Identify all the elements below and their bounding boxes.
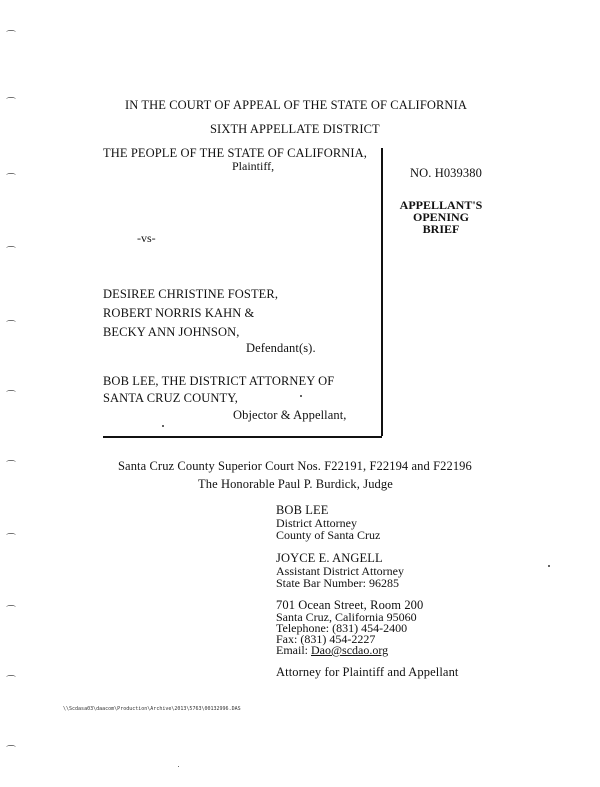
court-title: IN THE COURT OF APPEAL OF THE STATE OF CALIFORNIA	[125, 98, 467, 112]
hole-mark: ⌒	[6, 31, 16, 42]
brief-title-line: APPELLANT'S	[399, 198, 483, 212]
plaintiff-role: Plaintiff,	[232, 159, 275, 173]
district-name: SIXTH APPELLATE DISTRICT	[210, 122, 380, 136]
speck	[162, 425, 164, 427]
file-path: \\Scdasa03\daacom\Production\Archive\2013\5763\00132996.DAS	[63, 706, 241, 712]
hole-mark: ⌒	[6, 247, 16, 258]
hole-mark: ⌒	[6, 391, 16, 402]
attorney-title: Assistant District Attorney	[276, 564, 404, 578]
attorney-name: JOYCE E. ANGELL	[276, 551, 383, 565]
plaintiff-name: THE PEOPLE OF THE STATE OF CALIFORNIA,	[103, 146, 368, 160]
hole-mark: ⌒	[6, 461, 16, 472]
attorney-county: County of Santa Cruz	[276, 528, 381, 542]
attorney-name: BOB LEE	[276, 503, 329, 517]
address-line: Santa Cruz, California 95060	[276, 610, 417, 624]
brief-title-line: OPENING	[412, 210, 469, 224]
objector-line: BOB LEE, THE DISTRICT ATTORNEY OF	[103, 374, 335, 388]
defendants-role: Defendant(s).	[246, 341, 316, 355]
email-link[interactable]: Dao@scdao.org	[311, 643, 389, 657]
email-label: Email:	[276, 643, 311, 657]
telephone: Telephone: (831) 454-2400	[276, 621, 408, 635]
speck	[548, 565, 550, 567]
fax: Fax: (831) 454-2227	[276, 632, 376, 646]
email-line	[276, 644, 388, 656]
brief-title-line: BRIEF	[422, 222, 460, 236]
defendant-name: BECKY ANN JOHNSON,	[103, 325, 240, 339]
attorney-title: District Attorney	[276, 516, 357, 530]
speck	[300, 395, 302, 397]
trial-judge: The Honorable Paul P. Burdick, Judge	[198, 477, 393, 491]
hole-mark: ⌒	[6, 676, 16, 687]
hole-mark: ⌒	[6, 174, 16, 185]
attorney-for: Attorney for Plaintiff and Appellant	[276, 665, 459, 679]
defendant-name: ROBERT NORRIS KAHN &	[103, 306, 255, 320]
address-line: 701 Ocean Street, Room 200	[276, 598, 424, 612]
case-number: NO. H039380	[410, 166, 482, 180]
versus-label: -vs-	[137, 231, 156, 245]
state-bar-number: State Bar Number: 96285	[276, 576, 399, 590]
speck	[178, 766, 179, 767]
objector-line: SANTA CRUZ COUNTY,	[103, 391, 238, 405]
defendant-name: DESIREE CHRISTINE FOSTER,	[103, 287, 279, 301]
hole-mark: ⌒	[6, 534, 16, 545]
superior-court-numbers: Santa Cruz County Superior Court Nos. F22191, F22194 and F22196	[118, 459, 472, 473]
caption-divider-horizontal	[103, 436, 382, 438]
caption-divider-vertical	[381, 148, 383, 436]
hole-mark: ⌒	[6, 98, 16, 109]
hole-mark: ⌒	[6, 746, 16, 757]
hole-mark: ⌒	[6, 321, 16, 332]
objector-role: Objector & Appellant,	[233, 408, 347, 422]
hole-mark: ⌒	[6, 606, 16, 617]
